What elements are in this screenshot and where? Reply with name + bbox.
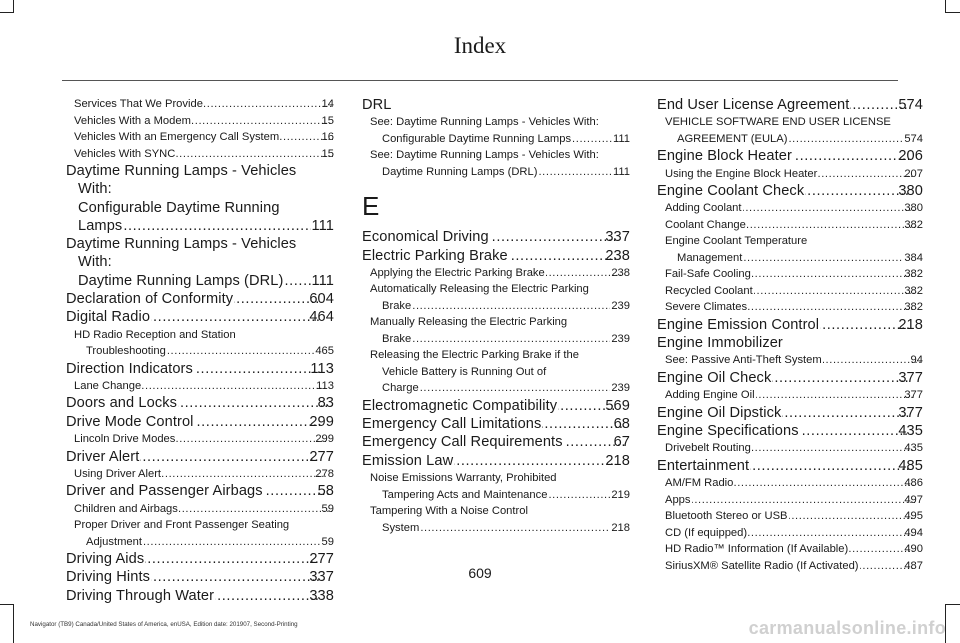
entry-page-number: 239 [611, 382, 630, 395]
entry-text: Adjustment [86, 535, 142, 548]
leader-dots [412, 298, 610, 315]
entry-text: Tampering Acts and Maintenance [382, 488, 548, 501]
entry-text: System [382, 521, 420, 534]
entry-page-number: 338 [309, 587, 334, 604]
leader-dots [548, 487, 610, 504]
entry-text: Doors and Locks [66, 395, 178, 412]
index-entry[interactable] [66, 360, 334, 378]
leader-dots [542, 415, 624, 433]
index-subentry[interactable] [657, 525, 923, 542]
entry-text: Engine Block Heater [657, 148, 792, 165]
entry-page-number: 277 [309, 448, 334, 465]
index-subentry[interactable] [657, 266, 923, 283]
leader-dots [823, 352, 922, 369]
entry-lead-text: Noise Emissions Warranty, Prohibited [370, 472, 557, 485]
index-subentry[interactable] [657, 233, 923, 266]
entry-page-number: 113 [310, 360, 334, 377]
index-entry[interactable] [657, 182, 923, 200]
leader-dots [176, 431, 326, 448]
leader-dots [195, 413, 321, 431]
index-subentry[interactable] [657, 166, 923, 183]
index-entry[interactable] [362, 452, 630, 470]
entry-text: Using Driver Alert [74, 467, 162, 480]
index-entry[interactable] [66, 162, 334, 235]
index-subentry[interactable] [362, 347, 630, 397]
leader-dots [142, 378, 327, 395]
entry-text: Driver and Passenger Airbags [66, 483, 263, 500]
entry-text: Vehicles With an Emergency Call System [74, 131, 280, 143]
index-subentry[interactable] [66, 466, 334, 483]
index-entry[interactable] [66, 587, 334, 605]
entry-text: Applying the Electric Parking Brake [370, 266, 545, 279]
crop-mark [0, 604, 13, 605]
index-subentry[interactable] [66, 146, 334, 163]
leader-dots [454, 452, 616, 470]
entry-text: AM/FM Radio [665, 477, 734, 490]
entry-page-number: 494 [904, 526, 923, 539]
entry-text: Vehicles With a Modem [74, 114, 191, 127]
entry-page-number: 377 [904, 389, 923, 402]
index-subentry[interactable] [362, 503, 630, 536]
index-entry[interactable] [362, 433, 630, 451]
entry-text: Severe Climates [665, 301, 748, 314]
index-subentry[interactable] [66, 129, 334, 146]
index-entry[interactable] [362, 247, 630, 265]
index-entry[interactable] [657, 369, 923, 387]
index-subentry[interactable] [362, 470, 630, 503]
entry-page-number: 337 [605, 229, 630, 246]
entry-text: Economical Driving [362, 229, 489, 246]
entry-page-number: 219 [611, 488, 630, 501]
entry-page-number: 299 [309, 413, 334, 430]
entry-text: Apps [665, 493, 691, 506]
entry-page-number: 465 [315, 345, 334, 358]
title-rule [62, 80, 898, 81]
entry-page-number: 218 [898, 316, 923, 333]
index-entry[interactable] [657, 147, 923, 165]
entry-lead-text: Releasing the Electric Parking Brake if the [370, 349, 579, 362]
entry-page-number: 435 [904, 442, 923, 455]
entry-page-number: 382 [904, 268, 923, 281]
leader-dots [789, 508, 916, 525]
index-subentry[interactable] [657, 492, 923, 509]
entry-lead-text: Engine Coolant Temperature [665, 235, 808, 248]
index-subentry[interactable] [362, 314, 630, 347]
leader-dots [800, 422, 910, 440]
index-subentry[interactable] [657, 475, 923, 492]
entry-page-number: 574 [904, 132, 923, 145]
index-entry[interactable] [362, 96, 630, 114]
leader-dots [179, 501, 333, 518]
index-subentry[interactable] [657, 541, 923, 558]
entry-text: Brake [382, 332, 412, 345]
entry-mid-text: Configurable Daytime Running [78, 199, 280, 216]
entry-page-number: 239 [611, 299, 630, 312]
entry-text: Engine Specifications [657, 423, 799, 440]
entry-lead-text: Daytime Running Lamps - Vehicles With: [66, 236, 297, 271]
entry-text: Lincoln Drive Modes [74, 433, 176, 446]
entry-text: See: Passive Anti-Theft System [665, 354, 822, 367]
entry-text: Emergency Call Requirements [362, 434, 563, 451]
crop-mark [13, 0, 14, 12]
entry-page-number: 382 [904, 301, 923, 314]
index-subentry[interactable] [657, 352, 923, 369]
index-entry[interactable] [657, 404, 923, 422]
leader-dots [284, 272, 310, 290]
index-column-2 [362, 96, 630, 536]
leader-dots [743, 250, 903, 267]
index-entry[interactable] [657, 457, 923, 475]
entry-page-number: 464 [309, 309, 334, 326]
entry-page-number: 59 [321, 535, 334, 548]
entry-text: Children and Airbags [74, 502, 178, 515]
entry-text: Driving Through Water [66, 587, 215, 604]
leader-dots [123, 217, 310, 235]
leader-dots [748, 525, 915, 542]
entry-text: Emergency Call Limitations [362, 416, 542, 433]
index-entry[interactable] [66, 448, 334, 466]
index-subentry[interactable] [66, 431, 334, 448]
entry-page-number: 377 [898, 404, 923, 421]
entry-page-number: 111 [311, 217, 334, 234]
entry-page-number: 485 [898, 457, 923, 474]
entry-page-number: 207 [904, 167, 923, 180]
index-entry[interactable] [657, 422, 923, 440]
index-subentry[interactable] [657, 508, 923, 525]
index-entry[interactable] [657, 334, 923, 352]
index-subentry[interactable] [657, 387, 923, 404]
page-title: Index [453, 33, 507, 58]
entry-lead-text: Daytime Running Lamps - Vehicles With: [66, 163, 297, 198]
index-subentry[interactable] [66, 517, 334, 550]
entry-page-number: 206 [898, 148, 923, 165]
index-subentry[interactable] [362, 281, 630, 314]
leader-dots [178, 394, 329, 412]
index-subentry[interactable] [657, 440, 923, 457]
leader-dots [234, 290, 320, 308]
leader-dots [793, 147, 909, 165]
entry-text: Engine Oil Dipstick [657, 404, 782, 421]
entry-page-number: 497 [904, 493, 923, 506]
index-subentry[interactable] [66, 501, 334, 518]
leader-dots [204, 96, 333, 113]
section-letter: E [362, 191, 380, 222]
entry-page-number: 384 [904, 251, 923, 264]
index-entry[interactable] [362, 415, 630, 433]
entry-page-number: 111 [612, 165, 630, 178]
page-number: 609 [468, 565, 492, 581]
leader-dots [420, 520, 610, 537]
entry-page-number: 495 [904, 510, 923, 523]
index-entry[interactable] [66, 235, 334, 290]
index-subentry[interactable] [657, 283, 923, 300]
leader-dots [167, 343, 315, 360]
entry-text: Adding Coolant [665, 202, 742, 215]
entry-text: Daytime Running Lamps (DRL) [382, 165, 538, 178]
leader-dots [805, 182, 909, 200]
index-entry[interactable] [66, 413, 334, 431]
index-entry[interactable] [362, 228, 630, 246]
crop-mark [0, 12, 14, 13]
index-subentry[interactable] [362, 265, 630, 282]
leader-dots [140, 448, 320, 466]
entry-text: SiriusXM® Satellite Radio (If Activated) [665, 559, 859, 572]
index-subentry[interactable] [66, 327, 334, 360]
entry-text: Engine Emission Control [657, 316, 820, 333]
entry-text: Vehicles With SYNC [74, 147, 176, 160]
entry-text: Lane Change [74, 379, 142, 392]
crop-mark [945, 12, 960, 13]
entry-text: Bluetooth Stereo or USB [665, 510, 788, 523]
entry-page-number: 569 [605, 397, 630, 414]
entry-text: Configurable Daytime Running Lamps [382, 132, 572, 145]
entry-text: Drive Mode Control [66, 413, 194, 430]
index-subentry[interactable] [657, 114, 923, 147]
index-subentry[interactable] [362, 147, 630, 180]
index-column-1 [66, 96, 334, 605]
index-subentry[interactable] [66, 113, 334, 130]
entry-text: Engine Oil Check [657, 369, 772, 386]
leader-dots [215, 587, 320, 605]
entry-page-number: 238 [611, 266, 630, 279]
entry-lead-text: See: Daytime Running Lamps - Vehicles With: [370, 116, 599, 129]
entry-page-number: 278 [315, 467, 334, 480]
entry-page-number: 239 [611, 332, 630, 345]
leader-dots [420, 380, 611, 397]
entry-lead-text: Tampering With a Noise Control [370, 505, 528, 518]
entry-page-number: 574 [898, 97, 923, 113]
entry-page-number: 435 [898, 423, 923, 440]
entry-page-number: 382 [904, 218, 923, 231]
entry-text: Entertainment [657, 457, 750, 474]
leader-dots [151, 308, 320, 326]
entry-page-number: 382 [904, 284, 923, 297]
entry-page-number: 377 [898, 369, 923, 386]
entry-text: Troubleshooting [86, 345, 166, 358]
entry-page-number: 380 [898, 183, 923, 200]
entry-text: Emission Law [362, 452, 454, 469]
leader-dots [818, 166, 915, 183]
index-subentry[interactable] [657, 200, 923, 217]
leader-dots [788, 131, 903, 148]
entry-text: Direction Indicators [66, 360, 193, 377]
index-column-3 [657, 96, 923, 574]
entry-page-number: 277 [309, 551, 334, 568]
entry-lead-text: Automatically Releasing the Electric Parking [370, 283, 589, 296]
index-subentry[interactable] [66, 378, 334, 395]
leader-dots [509, 247, 617, 265]
watermark: carmanualsonline.info [748, 618, 946, 638]
index-entry[interactable] [66, 482, 334, 500]
entry-page-number: 111 [612, 132, 630, 145]
entry-text: Declaration of Conformity [66, 291, 234, 308]
entry-text: Adding Engine Oil [665, 389, 755, 402]
entry-page-number: 490 [904, 543, 923, 556]
leader-dots [538, 164, 612, 181]
entry-text: Digital Radio [66, 309, 151, 326]
entry-page-number: 218 [611, 521, 630, 534]
entry-text: Charge [382, 382, 419, 395]
entry-text: Management [677, 251, 743, 264]
entry-text: Using the Engine Block Heater [665, 167, 818, 180]
entry-text: Lamps [78, 217, 123, 234]
entry-page-number: 83 [317, 395, 334, 412]
leader-dots [692, 492, 916, 509]
leader-dots [772, 369, 909, 387]
crop-mark [946, 604, 960, 605]
entry-page-number: 486 [904, 477, 923, 490]
entry-lead-text: Manually Releasing the Electric Parking [370, 316, 568, 329]
entry-page-number: 58 [317, 483, 334, 500]
entry-page-number: 604 [309, 291, 334, 308]
leader-dots [572, 131, 612, 148]
entry-text: Engine Coolant Check [657, 183, 805, 200]
index-entry[interactable] [657, 316, 923, 334]
entry-page-number: 487 [904, 559, 923, 572]
entry-lead-text: Proper Driver and Front Passenger Seating [74, 519, 290, 532]
leader-dots [756, 387, 916, 404]
index-entry[interactable] [66, 308, 334, 326]
entry-text: Electromagnetic Compatibility [362, 397, 558, 414]
entry-text: HD Radio™ Information (If Available) [665, 543, 849, 556]
leader-dots [734, 475, 915, 492]
index-subentry[interactable] [66, 96, 334, 113]
entry-text: Coolant Change [665, 218, 746, 231]
leader-dots [194, 360, 322, 378]
leader-dots [820, 316, 909, 334]
entry-page-number: 113 [316, 379, 334, 392]
entry-text: Driving Hints [66, 569, 151, 586]
entry-text: Driver Alert [66, 448, 140, 465]
entry-text: Services That We Provide [74, 98, 203, 110]
leader-dots [747, 217, 915, 234]
entry-text: Fail-Safe Cooling [665, 268, 751, 281]
index-subentry[interactable] [362, 114, 630, 147]
entry-page-number: 238 [605, 247, 630, 264]
leader-dots [782, 404, 909, 422]
entry-lead-text: VEHICLE SOFTWARE END USER LICENSE [665, 116, 891, 129]
crop-mark [13, 604, 14, 643]
index-entry[interactable] [66, 394, 334, 412]
entry-page-number: 67 [613, 434, 630, 451]
entry-page-number: 68 [613, 416, 630, 433]
index-entry[interactable] [362, 397, 630, 415]
entry-text: CD (If equipped) [665, 526, 748, 539]
leader-dots [412, 331, 610, 348]
index-subentry[interactable] [657, 299, 923, 316]
footer-edition-info: Navigator (TB9) Canada/United States of America, enUSA, Edition date: 201907, Second-Printing [30, 621, 298, 628]
index-subentry[interactable] [657, 217, 923, 234]
leader-dots [752, 266, 916, 283]
leader-dots [143, 534, 321, 551]
entry-page-number: 218 [605, 452, 630, 469]
leader-dots [743, 200, 916, 217]
entry-lead-text: HD Radio Reception and Station [74, 328, 236, 341]
leader-dots [754, 283, 916, 300]
entry-page-number: 337 [309, 569, 334, 586]
entry-text: Recycled Coolant [665, 284, 753, 297]
entry-text: DRL [362, 97, 392, 113]
leader-dots [162, 466, 326, 483]
entry-page-number: 380 [904, 202, 923, 215]
entry-text: Driving Aids [66, 551, 145, 568]
entry-text: Electric Parking Brake [362, 247, 508, 264]
entry-page-number: 111 [311, 272, 334, 289]
entry-text: Drivebelt Routing [665, 442, 751, 455]
leader-dots [750, 457, 909, 475]
entry-page-number: 299 [315, 433, 334, 446]
entry-lead-text: See: Daytime Running Lamps - Vehicles With: [370, 149, 599, 162]
entry-text: Engine Immobilizer [657, 335, 783, 352]
entry-text: Daytime Running Lamps (DRL) [78, 272, 284, 289]
leader-dots [752, 440, 916, 457]
leader-dots [192, 113, 333, 130]
entry-text: End User License Agreement [657, 97, 850, 113]
leader-dots [490, 228, 617, 246]
crop-mark [945, 0, 946, 12]
entry-text: AGREEMENT (EULA) [677, 132, 788, 145]
leader-dots [748, 299, 915, 316]
entry-text: Brake [382, 299, 412, 312]
index-entry[interactable] [657, 96, 923, 114]
leader-dots [176, 146, 332, 163]
index-entry[interactable] [66, 290, 334, 308]
entry-mid-text: Vehicle Battery is Running Out of [382, 365, 547, 378]
